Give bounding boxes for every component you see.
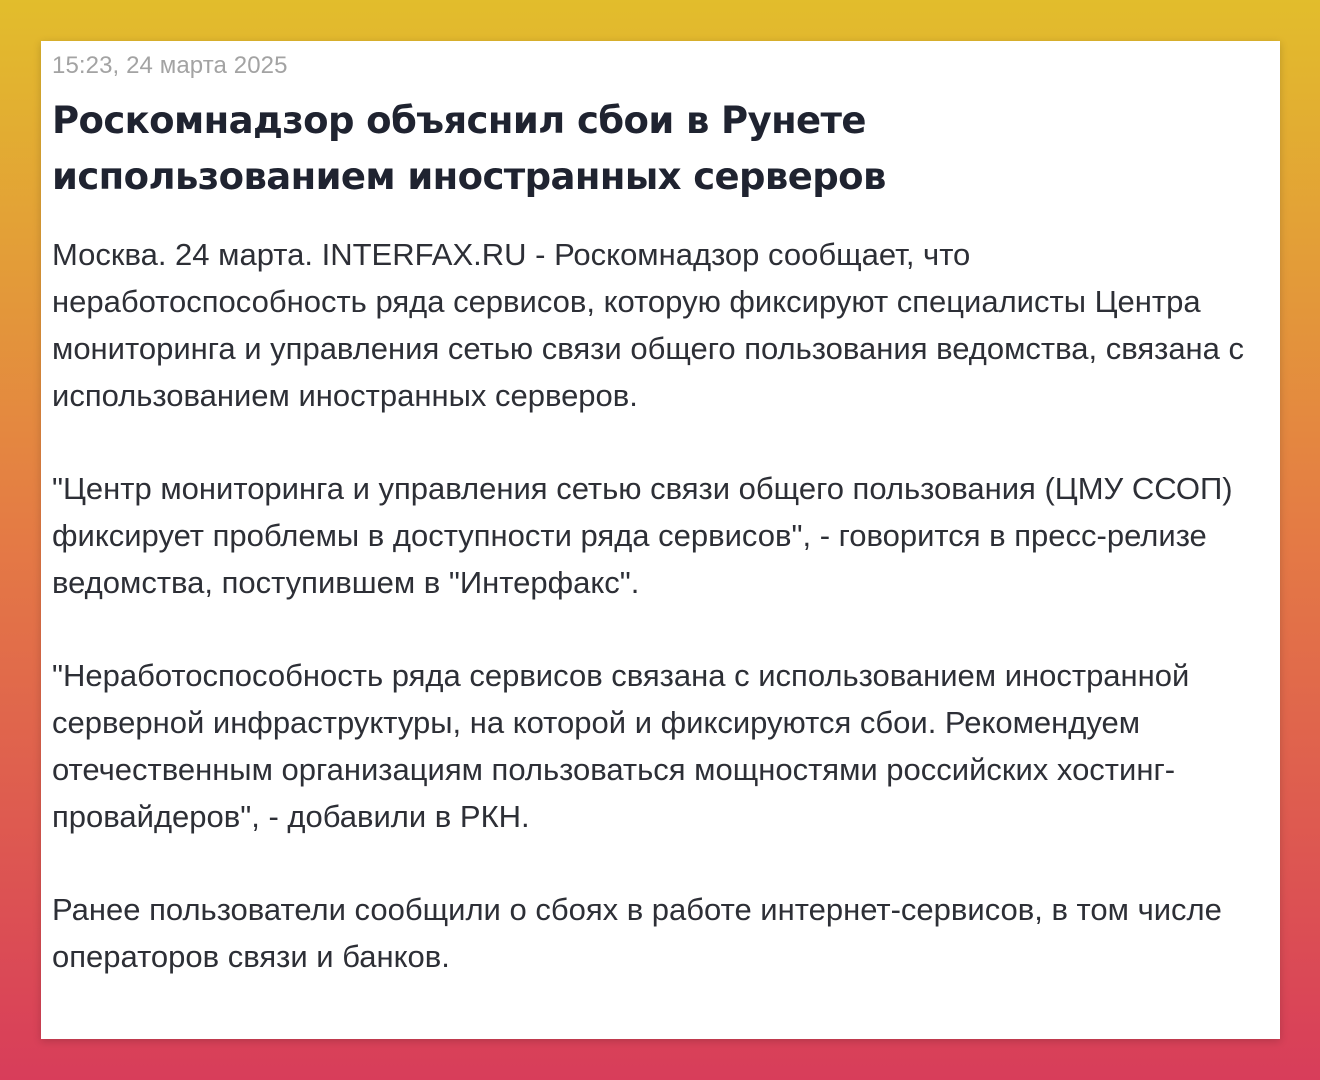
article-card bbox=[41, 41, 1280, 1039]
article-paragraph: "Неработоспособность ряда сервисов связана с использованием иностранной серверной инфраструктуры, на которой и фиксируются сбои. Рекомендуем отечественным организациям пользоваться мощностями российских хостинг-провайдеров", - добавили в РКН. bbox=[52, 658, 1190, 834]
article-timestamp: 15:23, 24 марта 2025 bbox=[52, 52, 288, 79]
article-body bbox=[52, 231, 1270, 980]
article-paragraph: Ранее пользователи сообщили о сбоях в работе интернет-сервисов, в том числе операторов связи и банков. bbox=[52, 892, 1222, 974]
article-paragraph: "Центр мониторинга и управления сетью связи общего пользования (ЦМУ ССОП) фиксирует проблемы в доступности ряда сервисов", - говорится в пресс-релизе ведомства, поступившем в "Интерфакс". bbox=[52, 471, 1233, 600]
article-paragraph: Москва. 24 марта. INTERFAX.RU - Роскомнадзор сообщает, что неработоспособность ряда сервисов, которую фиксируют специалисты Центра мониторинга и управления сетью связи общего пользования ведомства, связана с использованием иностранных серверов. bbox=[52, 237, 1245, 413]
article-headline: Роскомнадзор объяснил сбои в Рунете использованием иностранных серверов bbox=[52, 99, 886, 198]
